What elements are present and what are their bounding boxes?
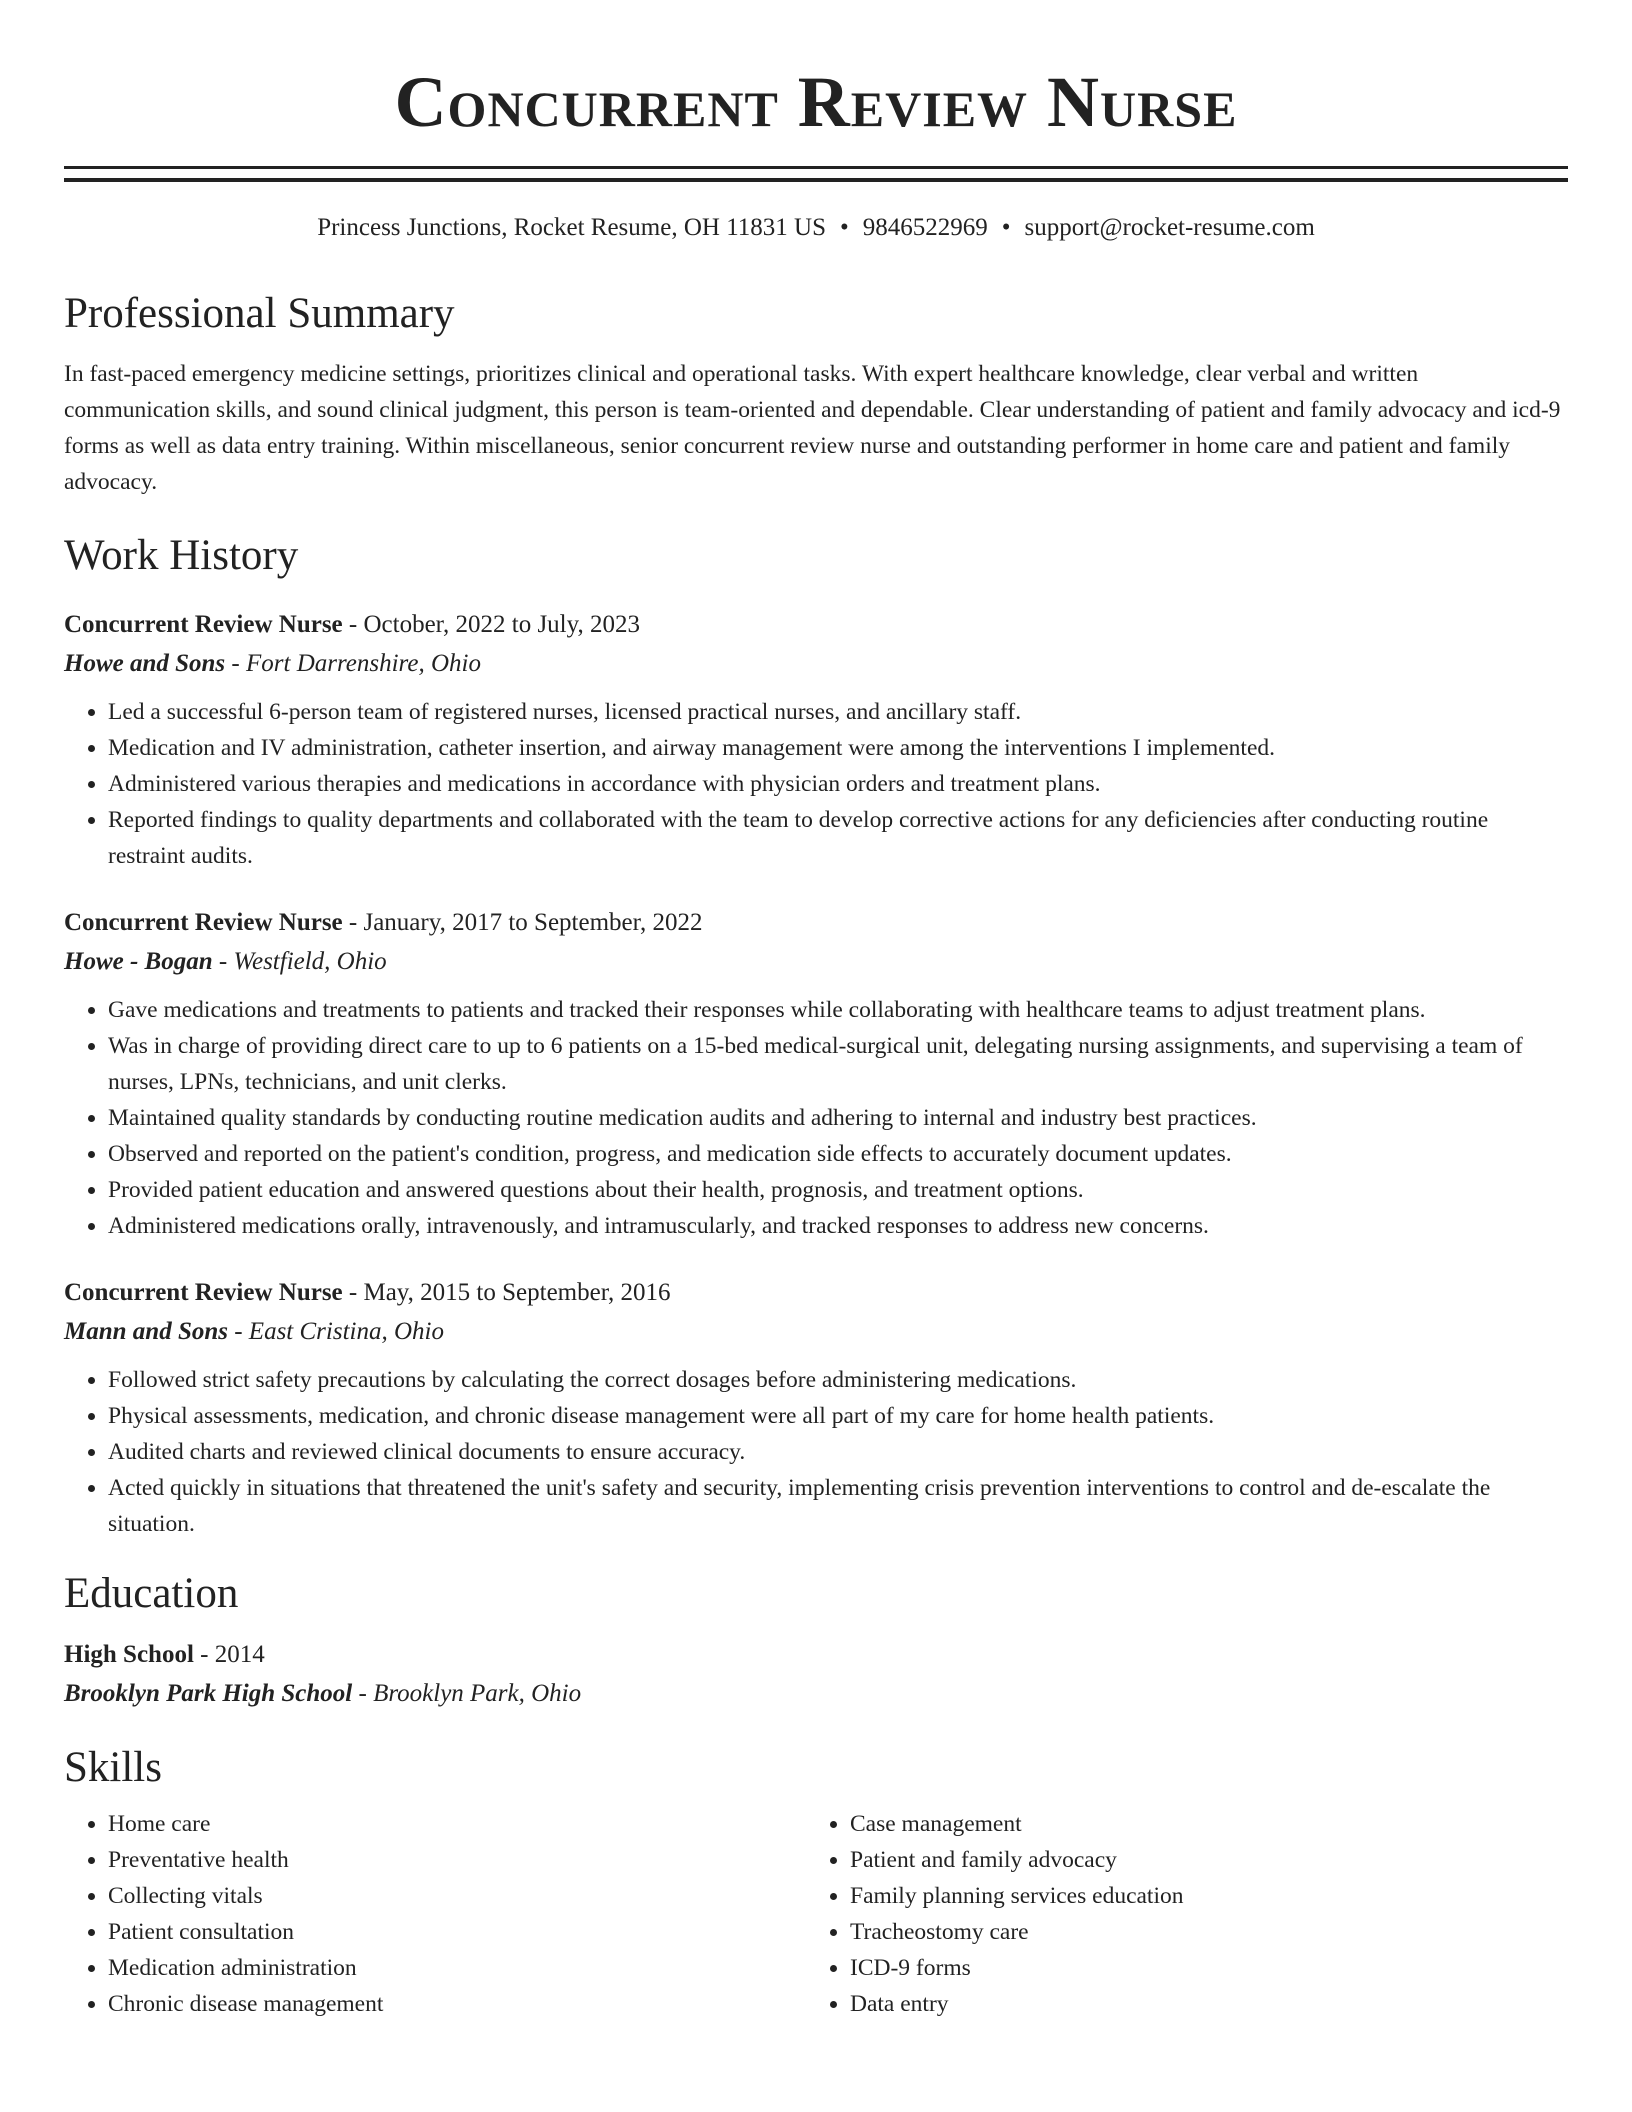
skill-item: • Medication administration xyxy=(108,1950,806,1986)
work-history-heading: Work History xyxy=(64,532,299,579)
job-location: - Westfield, Ohio xyxy=(212,948,387,975)
contact-separator: • xyxy=(1001,214,1011,241)
education-location: - Brooklyn Park, Ohio xyxy=(352,1680,582,1707)
list-item: • Led a successful 6-person team of registered nurses, licensed practical nurses, and ancillary staff. xyxy=(108,694,1568,730)
job-location: - East Cristina, Ohio xyxy=(227,1318,444,1345)
job-company-line xyxy=(64,1312,1568,1352)
job-role: Concurrent Review Nurse xyxy=(64,611,343,638)
skill-item: • Case management xyxy=(850,1806,1548,1842)
list-item: • Audited charts and reviewed clinical documents to ensure accuracy. xyxy=(108,1434,1568,1470)
list-item: • Gave medications and treatments to patients and tracked their responses while collaborating with healthcare teams to adjust treatment plans. xyxy=(108,992,1568,1028)
list-item: • Physical assessments, medication, and chronic disease management were all part of my care for home health patients. xyxy=(108,1398,1568,1434)
job-role: Concurrent Review Nurse xyxy=(64,1279,343,1306)
skill-item: • Family planning services education xyxy=(850,1878,1548,1914)
job-entry xyxy=(64,904,1568,1244)
job-company: Howe and Sons xyxy=(64,650,226,677)
education-entry xyxy=(64,1636,1568,1714)
skill-item: • Tracheostomy care xyxy=(850,1914,1548,1950)
list-item: • Medication and IV administration, catheter insertion, and airway management were among the interventions I implemented. xyxy=(108,730,1568,766)
skill-item: • ICD-9 forms xyxy=(850,1950,1548,1986)
skills-heading: Skills xyxy=(64,1744,162,1791)
job-company: Mann and Sons xyxy=(64,1318,228,1345)
skill-item: • Data entry xyxy=(850,1986,1548,2022)
header-double-rule xyxy=(64,166,1568,182)
job-company: Howe - Bogan xyxy=(64,948,213,975)
education-school: Brooklyn Park High School xyxy=(64,1680,353,1707)
contact-line xyxy=(64,210,1568,246)
job-title-line xyxy=(64,606,1568,644)
education-heading: Education xyxy=(64,1570,239,1617)
job-bullets xyxy=(64,992,1568,1244)
list-item: • Was in charge of providing direct care to up to 6 patients on a 15-bed medical-surgical unit, delegating nursing assignments, and supervising a team of nurses, LPNs, technicians, and unit clerks. xyxy=(108,1028,1568,1100)
list-item: • Followed strict safety precautions by calculating the correct dosages before administering medications. xyxy=(108,1362,1568,1398)
list-item: • Reported findings to quality departments and collaborated with the team to develop corrective actions for any deficiencies after conducting routine restraint audits. xyxy=(108,802,1568,874)
job-title-line xyxy=(64,1274,1568,1312)
contact-address: Princess Junctions, Rocket Resume, OH 11831 US xyxy=(317,214,826,241)
job-role: Concurrent Review Nurse xyxy=(64,909,343,936)
skills-column-left xyxy=(64,1806,806,2022)
education-school-line xyxy=(64,1674,1568,1714)
summary-text: In fast-paced emergency medicine settings, prioritizes clinical and operational tasks. With expert healthcare knowledge, clear verbal and written communication skills, and sound clinical judgment, this person is team-oriented and dependable. Clear understanding of patient and family advocacy and icd-9 forms as well as data entry training. Within miscellaneous, senior concurrent review nurse and outstanding performer in home care and patient and family advocacy. xyxy=(64,361,1561,495)
skill-item: • Patient consultation xyxy=(108,1914,806,1950)
education-year: - 2014 xyxy=(193,1641,265,1668)
resume-name: Concurrent Review Nurse xyxy=(394,62,1238,142)
job-entry xyxy=(64,1274,1568,1542)
contact-separator: • xyxy=(839,214,849,241)
education-degree-line xyxy=(64,1636,1568,1674)
list-item: • Observed and reported on the patient's condition, progress, and medication side effects to accurately document updates. xyxy=(108,1136,1568,1172)
job-entry xyxy=(64,606,1568,874)
skill-item: • Preventative health xyxy=(108,1842,806,1878)
list-item: • Maintained quality standards by conducting routine medication audits and adhering to internal and industry best practices. xyxy=(108,1100,1568,1136)
list-item: • Administered medications orally, intravenously, and intramuscularly, and tracked responses to address new concerns. xyxy=(108,1208,1568,1244)
job-company-line xyxy=(64,942,1568,982)
list-item: • Provided patient education and answered questions about their health, prognosis, and treatment options. xyxy=(108,1172,1568,1208)
contact-email: support@rocket-resume.com xyxy=(1024,214,1315,241)
job-dates: - October, 2022 to July, 2023 xyxy=(342,611,640,638)
list-item: • Acted quickly in situations that threatened the unit's safety and security, implementing crisis prevention interventions to control and de-escalate the situation. xyxy=(108,1470,1568,1542)
job-company-line xyxy=(64,644,1568,684)
job-bullets xyxy=(64,1362,1568,1542)
job-dates: - January, 2017 to September, 2022 xyxy=(342,909,703,936)
skill-item: • Home care xyxy=(108,1806,806,1842)
skills-grid xyxy=(64,1806,1568,2022)
education-degree: High School xyxy=(64,1641,194,1668)
skill-item: • Chronic disease management xyxy=(108,1986,806,2022)
contact-phone: 9846522969 xyxy=(862,214,988,241)
summary-heading: Professional Summary xyxy=(64,290,455,337)
skill-item: • Patient and family advocacy xyxy=(850,1842,1548,1878)
job-location: - Fort Darrenshire, Ohio xyxy=(225,650,481,677)
list-item: • Administered various therapies and medications in accordance with physician orders and treatment plans. xyxy=(108,766,1568,802)
job-title-line xyxy=(64,904,1568,942)
skill-item: • Collecting vitals xyxy=(108,1878,806,1914)
skills-column-right xyxy=(806,1806,1548,2022)
job-dates: - May, 2015 to September, 2016 xyxy=(342,1279,671,1306)
job-bullets xyxy=(64,694,1568,874)
